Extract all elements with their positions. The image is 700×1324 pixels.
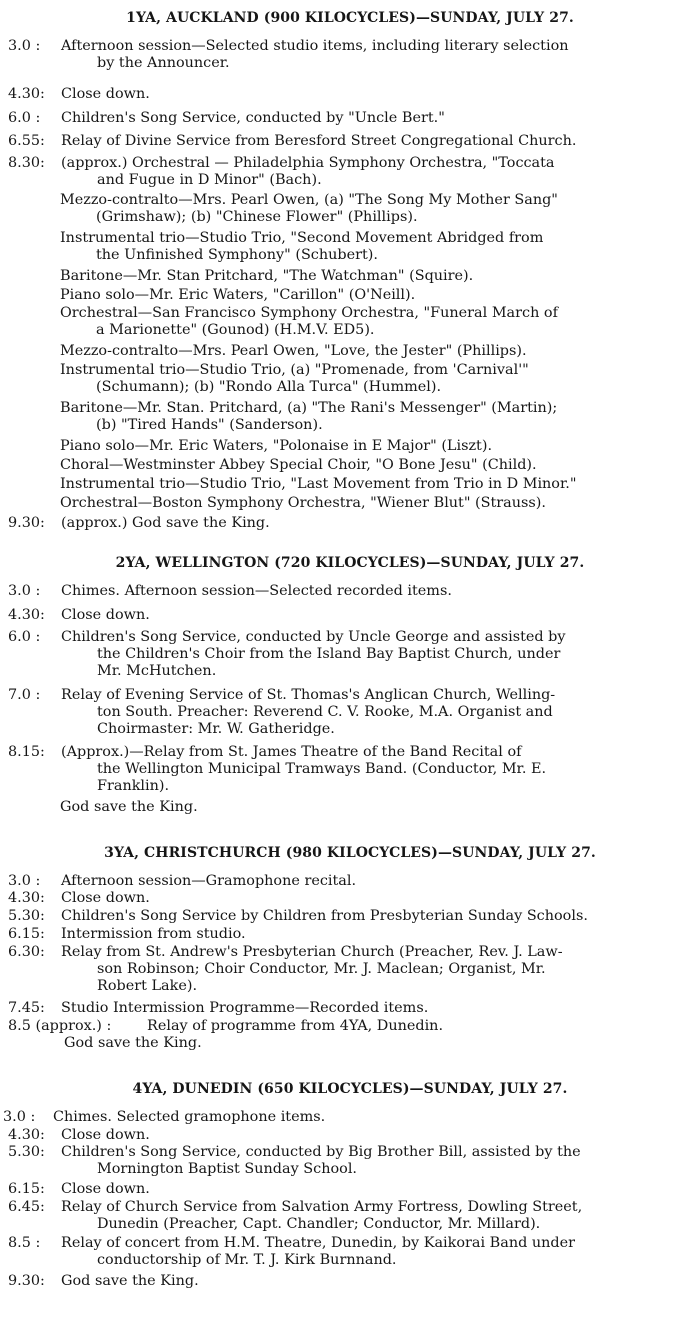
entry-time: 7.45: xyxy=(8,1000,45,1016)
entry-line: Children's Song Service by Children from Presbyterian Sunday Schools. xyxy=(61,908,588,924)
section-heading: 1YA, AUCKLAND (900 KILOCYCLES)—SUNDAY, JULY 27. xyxy=(126,10,574,26)
entry-line: Close down. xyxy=(61,86,150,102)
entry-text xyxy=(62,1181,692,1198)
entry-text xyxy=(62,1000,692,1017)
entry-line: Afternoon session—Gramophone recital. xyxy=(61,873,357,889)
entry-line: (Approx.)—Relay from St. James Theatre of the Band Recital of xyxy=(61,744,522,760)
entry-line: Baritone—Mr. Stan. Pritchard, (a) "The Rani's Messenger" (Martin); xyxy=(60,400,558,416)
entry-line: God save the King. xyxy=(64,1035,202,1051)
entry-line: Instrumental trio—Studio Trio, "Second Movement Abridged from xyxy=(60,230,544,246)
entry-text xyxy=(62,86,692,103)
entry-line: Relay of Church Service from Salvation Army Fortress, Dowling Street, xyxy=(61,1199,583,1215)
entry-line: (Grimshaw); (b) "Chinese Flower" (Phillips). xyxy=(96,209,418,225)
entry-time: 3.0 : xyxy=(3,1109,36,1125)
entry-time: 8.15: xyxy=(8,744,45,760)
entry-text xyxy=(62,687,692,738)
entry-line: Dunedin (Preacher, Capt. Chandler; Conductor, Mr. Millard). xyxy=(97,1216,541,1232)
entry-text xyxy=(62,908,692,925)
entry-line: Baritone—Mr. Stan Pritchard, "The Watchman" (Squire). xyxy=(60,268,474,284)
entry-time: 4.30: xyxy=(8,890,45,906)
entry-text xyxy=(62,133,692,150)
entry-line: Mr. McHutchen. xyxy=(97,663,217,679)
entry-line: Chimes. Afternoon session—Selected recorded items. xyxy=(61,583,452,599)
entry-time: 6.15: xyxy=(8,1181,45,1197)
entry-line: Mezzo-contralto—Mrs. Pearl Owen, (a) "The Song My Mother Sang" xyxy=(60,192,558,208)
entry-time: 6.15: xyxy=(8,926,45,942)
entry-line: Mornington Baptist Sunday School. xyxy=(97,1161,357,1177)
section-heading: 2YA, WELLINGTON (720 KILOCYCLES)—SUNDAY, JULY 27. xyxy=(115,555,585,571)
entry-text xyxy=(148,1018,688,1035)
entry-text xyxy=(62,1273,692,1290)
entry-line: Close down. xyxy=(61,607,150,623)
entry-text xyxy=(62,1144,692,1178)
entry-text xyxy=(61,438,691,455)
entry-line: conductorship of Mr. T. J. Kirk Burnnand. xyxy=(97,1252,397,1268)
entry-text xyxy=(65,1035,695,1052)
entry-time: 9.30: xyxy=(8,1273,45,1289)
entry-time: 8.30: xyxy=(8,155,45,171)
entry-text xyxy=(62,110,692,127)
entry-time: 7.0 : xyxy=(8,687,41,703)
entry-line: Relay of concert from H.M. Theatre, Dunedin, by Kaikorai Band under xyxy=(61,1235,576,1251)
entry-text xyxy=(62,873,692,890)
entry-text xyxy=(61,799,691,816)
entry-line: by the Announcer. xyxy=(97,55,230,71)
entry-line: ton South. Preacher: Reverend C. V. Rooke, M.A. Organist and xyxy=(97,704,553,720)
entry-time: 3.0 : xyxy=(8,873,41,889)
entry-time: 9.30: xyxy=(8,515,45,531)
entry-line: Orchestral—San Francisco Symphony Orchestra, "Funeral March of xyxy=(60,305,558,321)
entry-text xyxy=(54,1109,684,1126)
entry-text xyxy=(62,926,692,943)
entry-line: Children's Song Service, conducted by Big Brother Bill, assisted by the xyxy=(61,1144,581,1160)
entry-time: 6.30: xyxy=(8,944,45,960)
entry-text xyxy=(61,305,691,339)
entry-text xyxy=(61,287,691,304)
entry-text xyxy=(62,607,692,624)
entry-line: Close down. xyxy=(61,1127,150,1143)
entry-time: 4.30: xyxy=(8,1127,45,1143)
entry-time: 3.0 : xyxy=(8,38,41,54)
entry-line: Close down. xyxy=(61,890,150,906)
entry-line: Choirmaster: Mr. W. Gatheridge. xyxy=(97,721,335,737)
section-heading: 4YA, DUNEDIN (650 KILOCYCLES)—SUNDAY, JULY 27. xyxy=(132,1081,568,1097)
entry-line: God save the King. xyxy=(60,799,198,815)
entry-time: 5.30: xyxy=(8,908,45,924)
entry-line: Close down. xyxy=(61,1181,150,1197)
entry-time: 6.0 : xyxy=(8,629,41,645)
entry-text xyxy=(62,944,692,995)
entry-line: Studio Intermission Programme—Recorded items. xyxy=(61,1000,429,1016)
entry-line: Children's Song Service, conducted by "Uncle Bert." xyxy=(61,110,445,126)
entry-line: God save the King. xyxy=(61,1273,199,1289)
entry-text xyxy=(62,1199,692,1233)
entry-line: Children's Song Service, conducted by Uncle George and assisted by xyxy=(61,629,566,645)
entry-line: a Marionette" (Gounod) (H.M.V. ED5). xyxy=(96,322,375,338)
entry-text xyxy=(62,38,692,72)
entry-text xyxy=(61,192,691,226)
entry-text xyxy=(61,343,691,360)
entry-line: the Children's Choir from the Island Bay Baptist Church, under xyxy=(97,646,561,662)
entry-line: Relay of programme from 4YA, Dunedin. xyxy=(147,1018,444,1034)
entry-line: son Robinson; Choir Conductor, Mr. J. Maclean; Organist, Mr. xyxy=(97,961,546,977)
entry-line: and Fugue in D Minor" (Bach). xyxy=(97,172,322,188)
entry-line: (approx.) God save the King. xyxy=(61,515,270,531)
entry-text xyxy=(62,515,692,532)
entry-line: the Wellington Municipal Tramways Band. (Conductor, Mr. E. xyxy=(97,761,547,777)
entry-line: (b) "Tired Hands" (Sanderson). xyxy=(96,417,323,433)
entry-line: Robert Lake). xyxy=(97,978,198,994)
entry-line: Franklin). xyxy=(97,778,170,794)
entry-line: Relay of Evening Service of St. Thomas's Anglican Church, Welling- xyxy=(61,687,556,703)
entry-line: (Schumann); (b) "Rondo Alla Turca" (Hummel). xyxy=(96,379,442,395)
entry-text xyxy=(62,155,692,189)
entry-text xyxy=(61,230,691,264)
entry-line: Instrumental trio—Studio Trio, (a) "Promenade, from 'Carnival'" xyxy=(60,362,529,378)
entry-line: (approx.) Orchestral — Philadelphia Symphony Orchestra, "Toccata xyxy=(61,155,555,171)
entry-time: 4.30: xyxy=(8,607,45,623)
entry-text xyxy=(61,495,691,512)
entry-text xyxy=(61,362,691,396)
entry-time: 6.45: xyxy=(8,1199,45,1215)
entry-text xyxy=(62,583,692,600)
entry-line: Choral—Westminster Abbey Special Choir, "O Bone Jesu" (Child). xyxy=(60,457,537,473)
entry-line: Mezzo-contralto—Mrs. Pearl Owen, "Love, the Jester" (Phillips). xyxy=(60,343,527,359)
entry-text xyxy=(62,890,692,907)
entry-line: Afternoon session—Selected studio items, including literary selection xyxy=(61,38,569,54)
entry-line: Relay from St. Andrew's Presbyterian Church (Preacher, Rev. J. Law- xyxy=(61,944,563,960)
entry-line: Piano solo—Mr. Eric Waters, "Carillon" (O'Neill). xyxy=(60,287,416,303)
entry-time: 5.30: xyxy=(8,1144,45,1160)
entry-time: 6.0 : xyxy=(8,110,41,126)
entry-text xyxy=(61,476,691,493)
entry-time: 8.5 (approx.) : xyxy=(8,1018,112,1034)
entry-text xyxy=(62,629,692,680)
entry-time: 8.5 : xyxy=(8,1235,41,1251)
entry-time: 4.30: xyxy=(8,86,45,102)
entry-line: the Unfinished Symphony" (Schubert). xyxy=(96,247,378,263)
entry-time: 6.55: xyxy=(8,133,45,149)
entry-time: 3.0 : xyxy=(8,583,41,599)
entry-line: Piano solo—Mr. Eric Waters, "Polonaise in E Major" (Liszt). xyxy=(60,438,493,454)
entry-text xyxy=(62,744,692,795)
entry-text xyxy=(61,457,691,474)
entry-line: Instrumental trio—Studio Trio, "Last Movement from Trio in D Minor." xyxy=(60,476,577,492)
entry-text xyxy=(61,268,691,285)
entry-line: Orchestral—Boston Symphony Orchestra, "Wiener Blut" (Strauss). xyxy=(60,495,546,511)
entry-text xyxy=(62,1127,692,1144)
section-heading: 3YA, CHRISTCHURCH (980 KILOCYCLES)—SUNDAY, JULY 27. xyxy=(104,845,596,861)
entry-text xyxy=(62,1235,692,1269)
entry-text xyxy=(61,400,691,434)
entry-line: Intermission from studio. xyxy=(61,926,246,942)
entry-line: Relay of Divine Service from Beresford Street Congregational Church. xyxy=(61,133,577,149)
entry-line: Chimes. Selected gramophone items. xyxy=(53,1109,326,1125)
